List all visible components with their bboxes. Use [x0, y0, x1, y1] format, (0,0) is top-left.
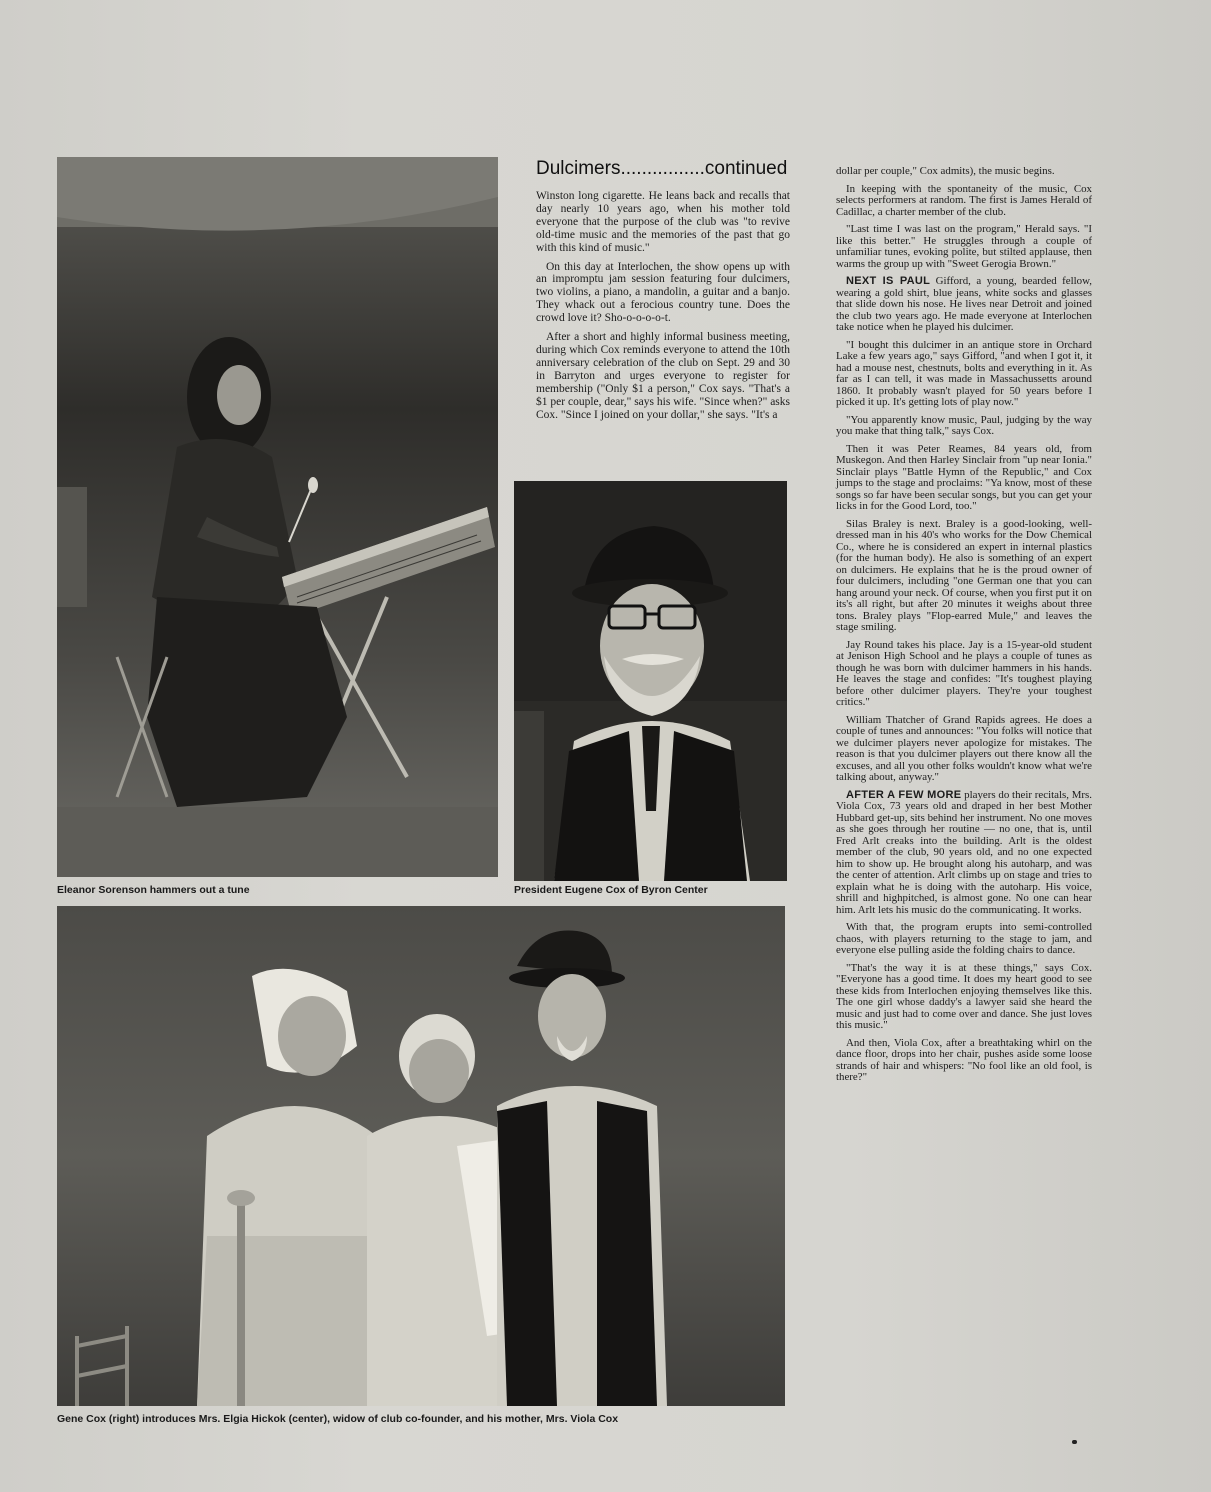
paragraph: In keeping with the spontaneity of the music, Cox selects performers at random. The first is James Herald of Cadillac, a charter member of the club. — [836, 182, 1092, 218]
lead-in: NEXT IS PAUL — [846, 275, 931, 287]
paragraph: With that, the program erupts into semi-controlled chaos, with players returning to the stage to jam, and everyone else pulling aside the folding chairs to dance. — [836, 921, 1092, 956]
article-column-2 — [836, 166, 1092, 1090]
paragraph: "You apparently know music, Paul, judging by the way you make that thing talk," says Cox. — [836, 413, 1092, 437]
paragraph: On this day at Interlochen, the show opens up with an impromptu jam session featuring four dulcimers, two violins, a piano, a mandolin, a guitar and a banjo. They whack out a ferocious country tune. Does the crowd love it? Sho-o-o-o-o-t. — [536, 260, 790, 325]
paragraph: Jay Round takes his place. Jay is a 15-year-old student at Jenison High School and he plays a couple of tunes as though he was born with dulcimer hammers in his hands. He leaves the stage and confides: "It's toughest playing before other dulcimer players. They're your toughest critics." — [836, 638, 1092, 708]
photo-eugene-image — [514, 481, 787, 881]
paragraph: Then it was Peter Reames, 84 years old, from Muskegon. And then Harley Sinclair from "up near Ionia." Sinclair plays "Battle Hymn of the Republic," and Cox jumps to the stage and proclaims: "Ya know, most of these songs so far have been secular songs, but you can get your licks in for the Good Lord, too." — [836, 442, 1092, 512]
paragraph: Winston long cigarette. He leans back and recalls that day nearly 10 years ago, when his mother told everyone that the purpose of the club was "to revive old-time music and the memories of the past that go with this kind of music." — [536, 190, 790, 254]
photo-eugene-cox — [514, 481, 787, 881]
photo-group-cox-hickok — [57, 906, 785, 1406]
paragraph: "That's the way it is at these things," says Cox. "Everyone has a good time. It does my heart good to see these kids from Interlochen enjoying themselves like this. The one girl whose daddy's a lawyer said she heard the music and just had to come over and dance. She just loves this music." — [836, 961, 1092, 1031]
paragraph-body: players do their recitals, Mrs. Viola Cox, 73 years old and draped in her best Mother Hubbard get-up, sits behind her instrument. No one moves as she goes through her routine — no one, that is, until Fred Arlt creaks into the building. Arlt is the oldest member of the club, 90 years old, and no one expected him to show up. He brought along his autoharp, and was the center of attention. Arlt climbs up on stage and tries to explain what he is doing with the autoharp. His voice, shrill and highpitched, is almost gone. No one can hear him. Arlt lets his music do the communicating. It works. — [836, 788, 1092, 916]
lead-in: AFTER A FEW MORE — [846, 788, 962, 801]
paragraph — [836, 790, 1092, 917]
end-mark — [1072, 1440, 1077, 1444]
article-continuation-heading: Dulcimers................continued — [536, 158, 788, 179]
paragraph: Silas Braley is next. Braley is a good-looking, well-dressed man in his 40's who works for the Dow Chemical Co., where he is considered an expert in internal plastics (for the human body). He also is something of an expert on dulcimers. He explains that he is the proud owner of four dulcimers, including "one German one that you can hang around your neck. Of course, when you first put it on its's all right, but after 20 minutes it weighs about three tons. Braley plays "Flop-earred Mule," and leaves the stage smiling. — [836, 517, 1092, 633]
caption-photo-1: Eleanor Sorenson hammers out a tune — [57, 884, 250, 896]
paragraph: After a short and highly informal business meeting, during which Cox reminds everyone to attend the 10th anniversary celebration of the club on Sept. 29 and 30 in Barryton and urges everyone to register for membership ("Only $1 a person," Cox says. "That's a $1 per couple, dear," says his wife. "Since when?" asks Cox. "Since I joined on your dollar," she says. "It's a — [536, 331, 790, 421]
paragraph-body: Gifford, a young, bearded fellow, wearing a gold shirt, blue jeans, white socks and glasses that slide down his nose. He lives near Detroit and joined the club two years ago. He made everyone at Interlochen take notice when he played his dulcimer. — [836, 275, 1092, 333]
paragraph: And then, Viola Cox, after a breathtaking whirl on the dance floor, drops into her chair, pushes aside some loose strands of hair and whispers: "No fool like an old fool, is there?" — [836, 1036, 1092, 1083]
paragraph: "Last time I was last on the program," Herald says. "I like this better." He struggles through a couple of unfamiliar tunes, evoking polite, but stilted applause, then warms the group up with "Sweet Gerogia Brown." — [836, 223, 1092, 270]
paragraph: "I bought this dulcimer in an antique store in Orchard Lake a few years ago," says Gifford, "and when I got it, it had a mouse nest, chestnuts, bolts and everything in it. As far as I can tell, it was made in Massachussetts around 1860. It probably wasn't played for 50 years before I picked it up. It's getting lots of play now." — [836, 338, 1092, 408]
photo-group-image — [57, 906, 785, 1406]
article-column-1 — [536, 190, 790, 427]
caption-photo-2: President Eugene Cox of Byron Center — [514, 884, 708, 896]
photo-eleanor-sorenson — [57, 157, 498, 877]
caption-photo-3: Gene Cox (right) introduces Mrs. Elgia Hickok (center), widow of club co-founder, and his mother, Mrs. Viola Cox — [57, 1413, 619, 1425]
photo-eleanor-image — [57, 157, 498, 877]
paragraph: William Thatcher of Grand Rapids agrees. He does a couple of tunes and announces: "You folks will notice that we dulcimer players never apologize for mistakes. The reason is that you dulcimer players out there know all the excuses, and all you other folks wouldn't know what we're talking about, anyway." — [836, 713, 1092, 783]
paragraph — [836, 276, 1092, 334]
paragraph: dollar per couple," Cox admits), the music begins. — [836, 165, 1055, 177]
